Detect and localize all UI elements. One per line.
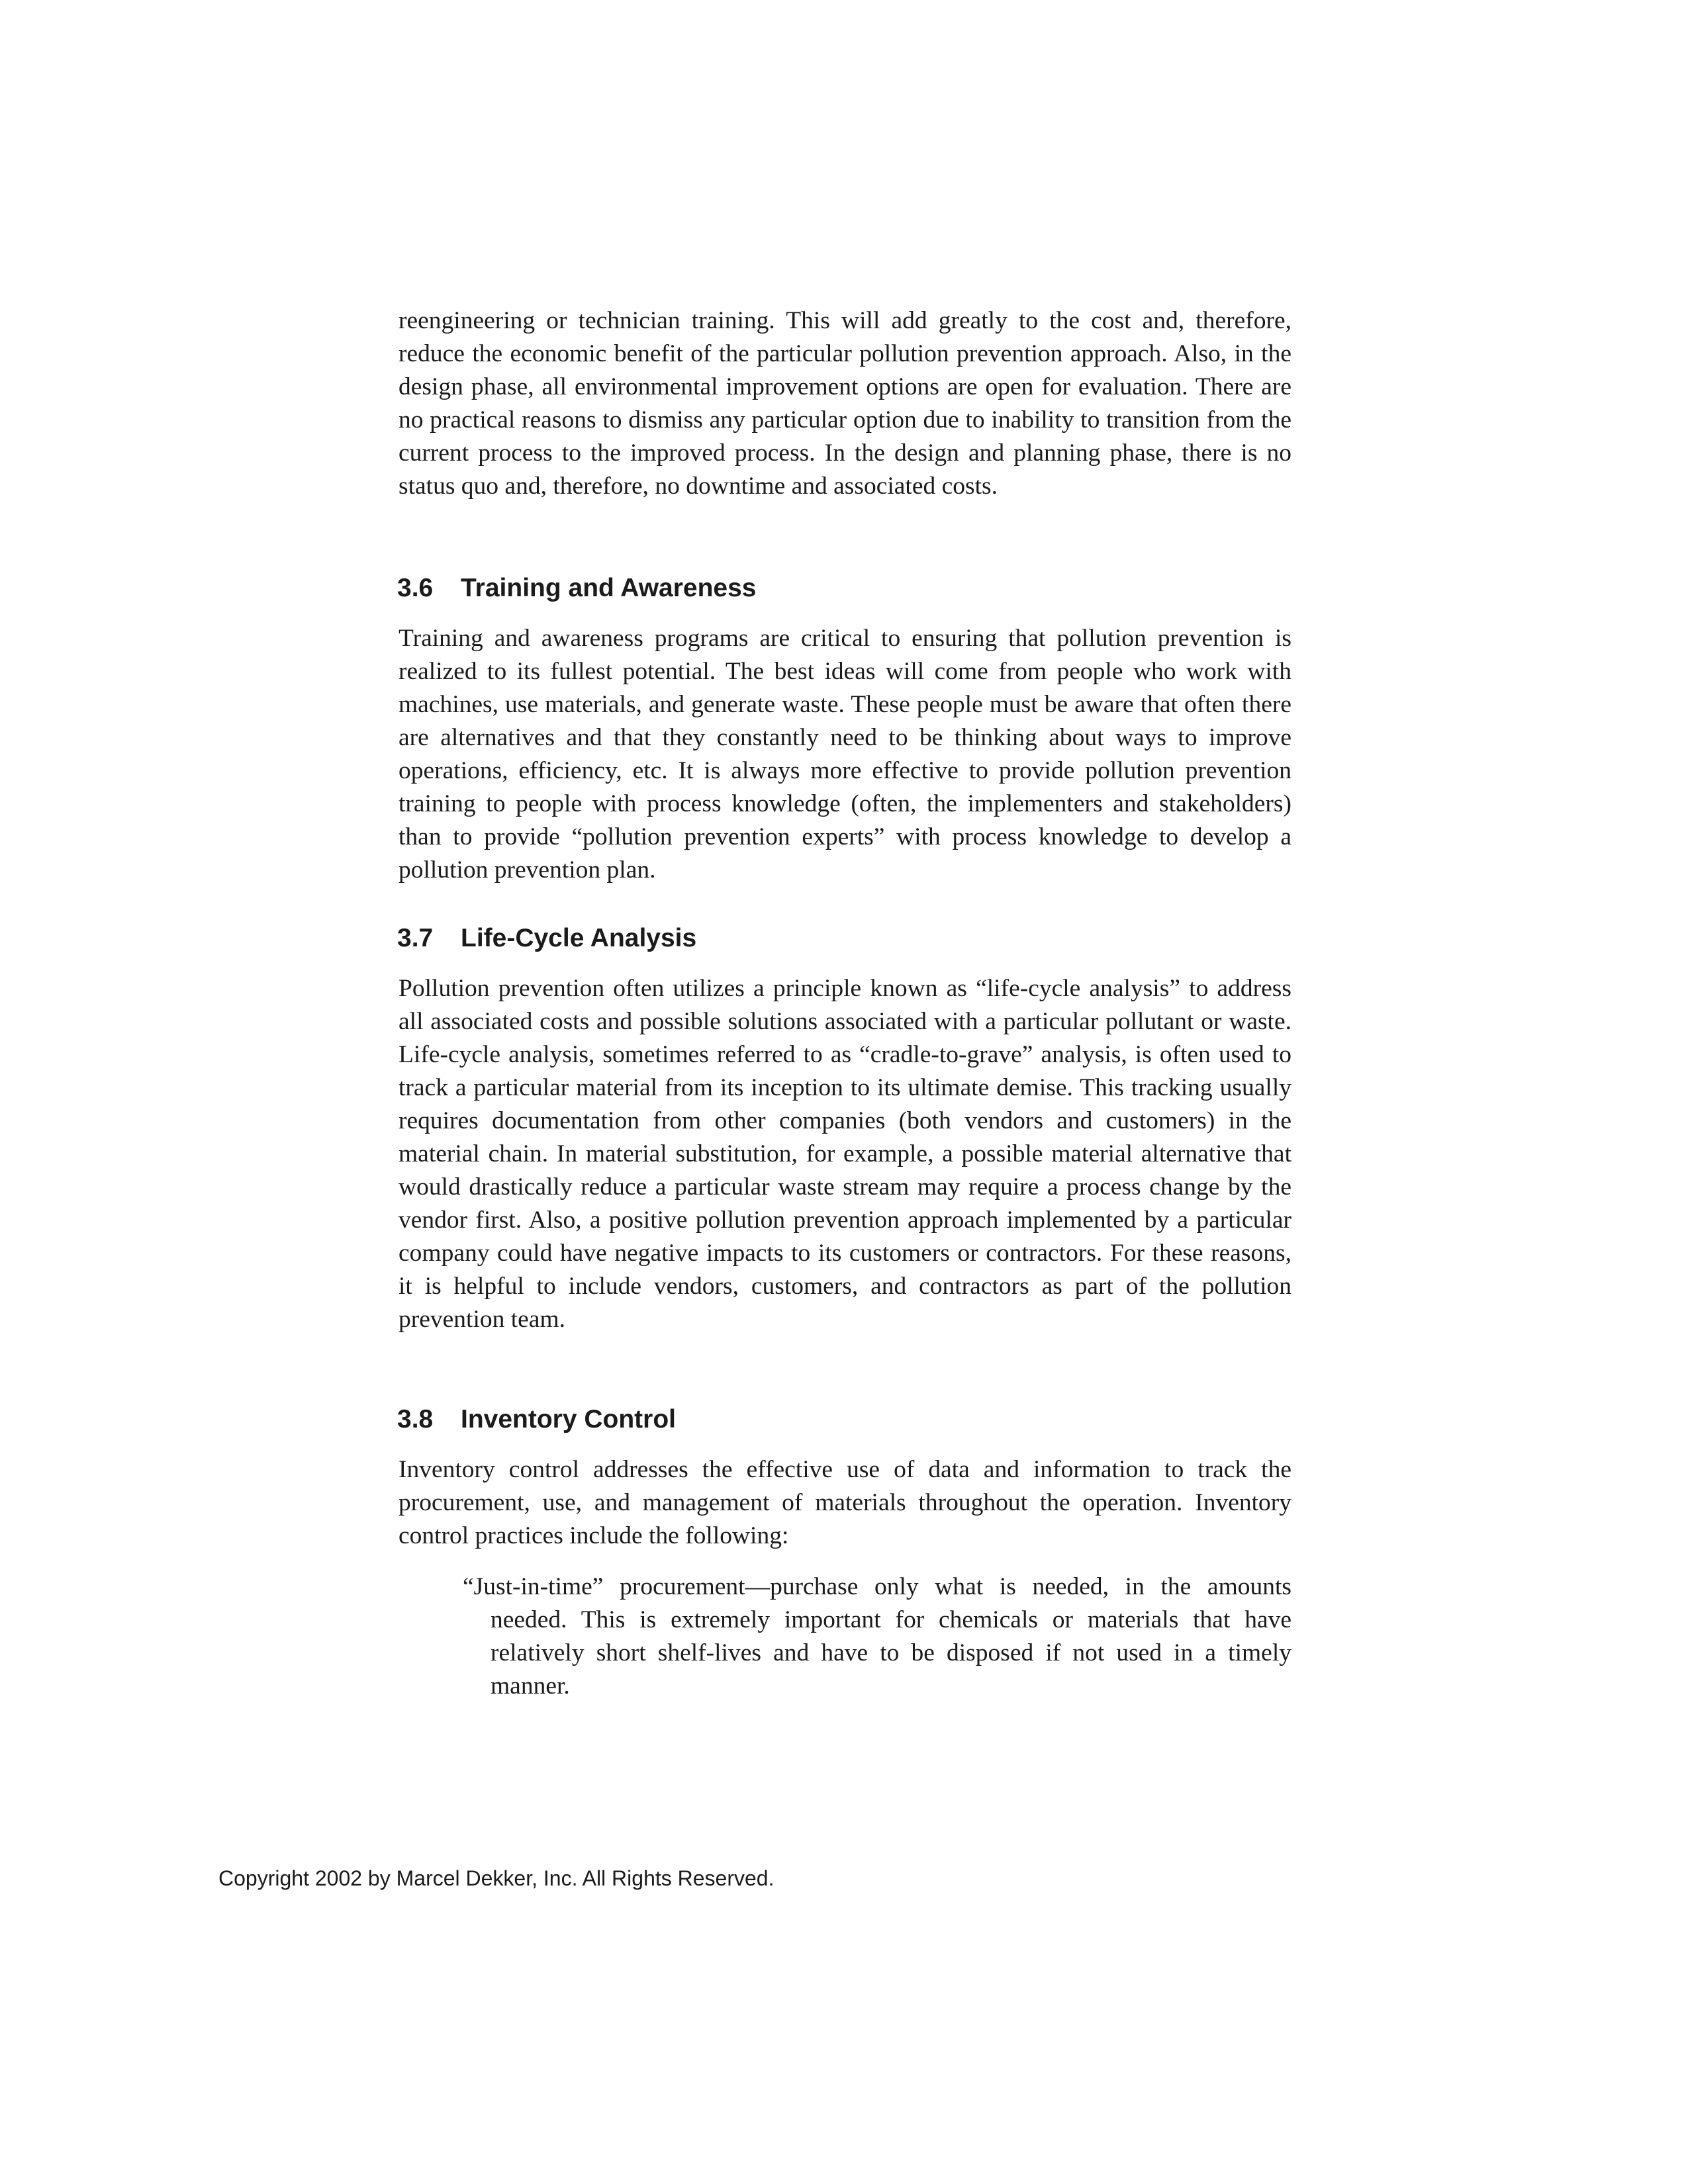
- section-paragraph-training: Training and awareness programs are critical to ensuring that pollution prevention is realized to its fullest potential. The best ideas will come from people who work with machines, use materials, and generate waste. These people must be aware that often there are alternatives and that they constantly need to be thinking about ways to improve operations, efficiency, etc. It is always more effective to provide pollution prevention training to people with process knowledge (often, the implementers and stakeholders) than to provide “pollution prevention experts” with process knowledge to develop a pollution prevention plan.: [399, 625, 1291, 884]
- section-number: 3.6: [397, 574, 434, 602]
- section-heading-3-6: [397, 572, 756, 605]
- section-title: Training and Awareness: [461, 574, 757, 602]
- section-number: 3.8: [397, 1405, 434, 1433]
- section-heading-3-7: [397, 922, 696, 955]
- list-item: “Just-in-time” procurement—purchase only what is needed, in the amounts needed. This is extremely important for chemicals or materials that have relatively short shelf-lives and have to be disposed if not used in a timely manner.: [463, 1573, 1291, 1700]
- copyright-footer: Copyright 2002 by Marcel Dekker, Inc. All Rights Reserved.: [218, 1866, 774, 1890]
- section-heading-3-8: [397, 1403, 676, 1436]
- section-number: 3.7: [397, 924, 434, 952]
- section-paragraph-life-cycle: Pollution prevention often utilizes a principle known as “life-cycle analysis” to address all associated costs and possible solutions associated with a particular pollutant or waste. Life-cycle analysis, sometimes referred to as “cradle-to-grave” analysis, is often used to track a particular material from its inception to its ultimate demise. This tracking usually requires documentation from other companies (both vendors and customers) in the material chain. In material substitution, for example, a possible material alternative that would drastically reduce a particular waste stream may require a process change by the vendor first. Also, a positive pollution prevention approach implemented by a particular company could have negative impacts to its customers or contractors. For these reasons, it is helpful to include vendors, customers, and contractors as part of the pollution prevention team.: [399, 975, 1291, 1333]
- section-title: Life-Cycle Analysis: [461, 924, 697, 952]
- section-paragraph-inventory: Inventory control addresses the effective use of data and information to track the procurement, use, and management of materials throughout the operation. Inventory control practices include the following:: [399, 1456, 1291, 1549]
- intro-paragraph: reengineering or technician training. This will add greatly to the cost and, therefore, reduce the economic benefit of the particular pollution prevention approach. Also, in the design phase, all environmental improvement options are open for evaluation. There are no practical reasons to dismiss any particular option due to inability to transition from the current process to the improved process. In the design and planning phase, there is no status quo and, therefore, no downtime and associated costs.: [399, 307, 1291, 500]
- section-title: Inventory Control: [461, 1405, 677, 1433]
